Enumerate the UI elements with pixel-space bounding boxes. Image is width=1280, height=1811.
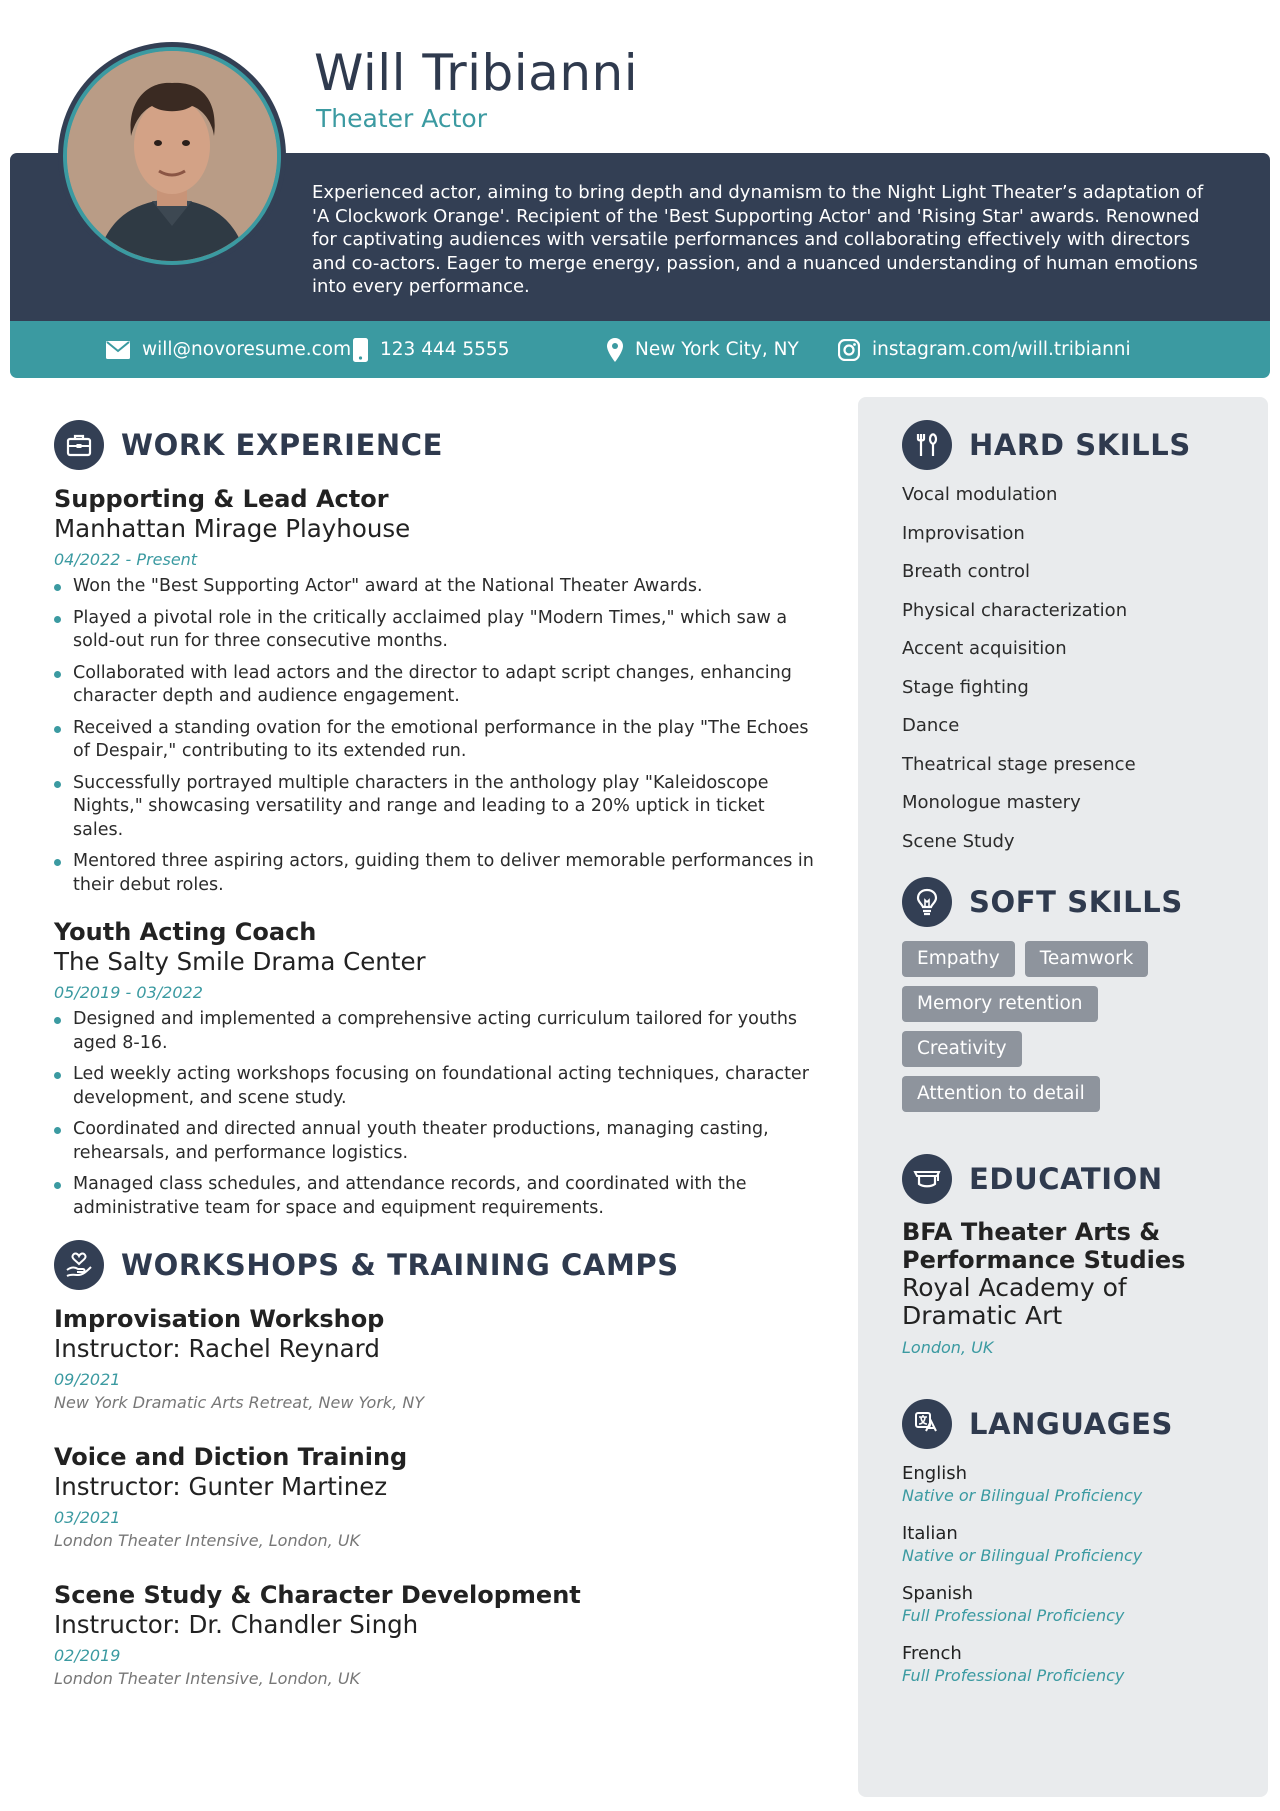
hard-skills-title: HARD SKILLS [969, 428, 1191, 462]
workshop-instructor: Instructor: Dr. Chandler Singh [54, 1610, 419, 1639]
workshop-instructor: Instructor: Rachel Reynard [54, 1334, 380, 1363]
job-organization: Manhattan Mirage Playhouse [54, 514, 411, 543]
translate-icon [902, 1399, 952, 1449]
job-bullets [54, 1008, 814, 1220]
job-date: 05/2019 - 03/2022 [54, 983, 203, 1002]
languages-list [902, 1463, 1242, 1687]
education-entry [902, 1218, 1242, 1357]
language-level: Full Professional Proficiency [902, 1665, 1125, 1685]
job-bullet: Played a pivotal role in the critically acclaimed play "Modern Times," which saw a sold-out run for three consecutive months. [54, 607, 814, 654]
phone-icon [353, 338, 368, 362]
education-degree: BFA Theater Arts & Performance Studies [902, 1217, 1186, 1274]
workshop-title: Voice and Diction Training [54, 1443, 408, 1471]
work-experience-title: WORK EXPERIENCE [121, 428, 444, 462]
tools-icon [902, 420, 952, 470]
soft-skills-tags [902, 941, 1202, 1112]
contact-email[interactable] [106, 321, 351, 378]
language-item [902, 1583, 1242, 1627]
languages-title: LANGUAGES [969, 1406, 1173, 1441]
soft-skill-tag: Empathy [902, 941, 1015, 977]
summary-text: Experienced actor, aiming to bring depth and dynamism to the Night Light Theater’s adaptation of 'A Clockwork Orange'. Recipient of the 'Best Supporting Actor' and 'Rising Star' awards. Renowned for captivating audiences with versatile performances and collaborating effectively with directors and co-actors. Eager to merge energy, passion, and a nuanced understanding of human emotions into every performance. [312, 182, 1204, 297]
workshop-instructor: Instructor: Gunter Martinez [54, 1472, 388, 1501]
instagram-icon [838, 339, 860, 361]
contact-location-text: New York City, NY [635, 339, 799, 360]
contact-phone-text: 123 444 5555 [380, 339, 510, 360]
hard-skills-list [902, 484, 1242, 853]
workshop-entry [54, 1442, 814, 1552]
workshop-place: London Theater Intensive, London, UK [54, 1669, 361, 1688]
language-name: Italian [902, 1522, 958, 1544]
workshops-title: WORKSHOPS & TRAINING CAMPS [121, 1248, 679, 1282]
envelope-icon [106, 341, 130, 359]
workshop-title: Improvisation Workshop [54, 1305, 385, 1333]
contact-bar [10, 321, 1270, 378]
education-school: Royal Academy of Dramatic Art [902, 1272, 1127, 1330]
work-experience-header [54, 420, 814, 470]
language-name: French [902, 1642, 962, 1664]
profile-photo-image [63, 47, 281, 265]
job-role: Supporting & Lead Actor [54, 485, 389, 513]
language-level: Native or Bilingual Proficiency [902, 1485, 1143, 1505]
soft-skill-tag: Teamwork [1025, 941, 1149, 977]
language-name: Spanish [902, 1582, 974, 1604]
workshop-date: 02/2019 [54, 1646, 121, 1665]
language-item [902, 1463, 1242, 1507]
job-entry [54, 917, 814, 1220]
graduation-cap-icon [902, 1154, 952, 1204]
job-organization: The Salty Smile Drama Center [54, 947, 426, 976]
soft-skill-tag: Creativity [902, 1031, 1022, 1067]
language-item [902, 1643, 1242, 1687]
job-bullet: Collaborated with lead actors and the director to adapt script changes, enhancing character depth and audience engagement. [54, 662, 814, 709]
job-bullet: Successfully portrayed multiple characters in the anthology play "Kaleidoscope Nights," showcasing versatility and range and leading to a 20% uptick in ticket sales. [54, 772, 814, 843]
workshop-date: 03/2021 [54, 1508, 121, 1527]
briefcase-icon [54, 420, 104, 470]
hard-skill-item: Physical characterization [902, 599, 1128, 621]
job-bullet: Managed class schedules, and attendance records, and coordinated with the administrative team for space and equipment requirements. [54, 1173, 814, 1220]
candidate-name: Will Tribianni [314, 44, 639, 102]
language-level: Full Professional Proficiency [902, 1605, 1125, 1625]
workshop-place: London Theater Intensive, London, UK [54, 1531, 361, 1550]
soft-skills-header [902, 877, 1242, 927]
education-location: London, UK [902, 1337, 994, 1357]
workshop-title: Scene Study & Character Development [54, 1581, 581, 1609]
soft-skill-tag: Attention to detail [902, 1076, 1100, 1112]
languages-header [902, 1399, 1242, 1449]
workshop-place: New York Dramatic Arts Retreat, New York, NY [54, 1393, 425, 1412]
contact-location[interactable] [607, 321, 799, 378]
workshop-entry [54, 1304, 814, 1414]
left-column [54, 420, 814, 1718]
job-date: 04/2022 - Present [54, 550, 198, 569]
contact-phone[interactable] [353, 321, 509, 378]
job-role: Youth Acting Coach [54, 918, 317, 946]
job-bullet: Coordinated and directed annual youth theater productions, managing casting, rehearsals, and performance logistics. [54, 1118, 814, 1165]
candidate-title: Theater Actor [316, 104, 488, 133]
hard-skill-item: Monologue mastery [902, 792, 1081, 813]
sidebar-panel [858, 397, 1268, 1797]
soft-skills-title: SOFT SKILLS [969, 884, 1183, 919]
contact-email-text: will@novoresume.com [142, 339, 352, 360]
job-entry [54, 484, 814, 897]
education-title: EDUCATION [969, 1161, 1163, 1196]
language-item [902, 1523, 1242, 1567]
workshop-entry [54, 1580, 814, 1690]
job-bullets [54, 575, 814, 897]
hard-skill-item: Stage fighting [902, 676, 1029, 698]
workshop-date: 09/2021 [54, 1370, 121, 1389]
job-bullet: Mentored three aspiring actors, guiding them to deliver memorable performances in their debut roles. [54, 850, 814, 897]
job-bullet: Won the "Best Supporting Actor" award at the National Theater Awards. [54, 575, 814, 599]
job-bullet: Led weekly acting workshops focusing on foundational acting techniques, character development, and scene study. [54, 1063, 814, 1110]
hard-skills-header [902, 420, 1242, 470]
hard-skill-item: Scene Study [902, 830, 1015, 852]
hard-skill-item: Breath control [902, 561, 1031, 582]
hand-heart-icon [54, 1240, 104, 1290]
hard-skill-item: Vocal modulation [902, 484, 1058, 505]
language-level: Native or Bilingual Proficiency [902, 1545, 1143, 1565]
soft-skill-tag: Memory retention [902, 986, 1098, 1022]
job-bullet: Designed and implemented a comprehensive acting curriculum tailored for youths aged 8-16. [54, 1008, 814, 1055]
profile-photo [58, 42, 286, 270]
hard-skill-item: Dance [902, 715, 960, 736]
hard-skill-item: Accent acquisition [902, 638, 1067, 659]
job-bullet: Received a standing ovation for the emotional performance in the play "The Echoes of Despair," contributing to its extended run. [54, 717, 814, 764]
location-pin-icon [607, 338, 623, 362]
hard-skill-item: Improvisation [902, 522, 1025, 544]
contact-instagram-text: instagram.com/will.tribianni [872, 339, 1131, 360]
education-header [902, 1154, 1242, 1204]
language-name: English [902, 1462, 967, 1484]
workshops-header [54, 1240, 814, 1290]
lightbulb-icon [902, 877, 952, 927]
hard-skill-item: Theatrical stage presence [902, 753, 1136, 775]
contact-instagram[interactable] [838, 321, 1131, 378]
